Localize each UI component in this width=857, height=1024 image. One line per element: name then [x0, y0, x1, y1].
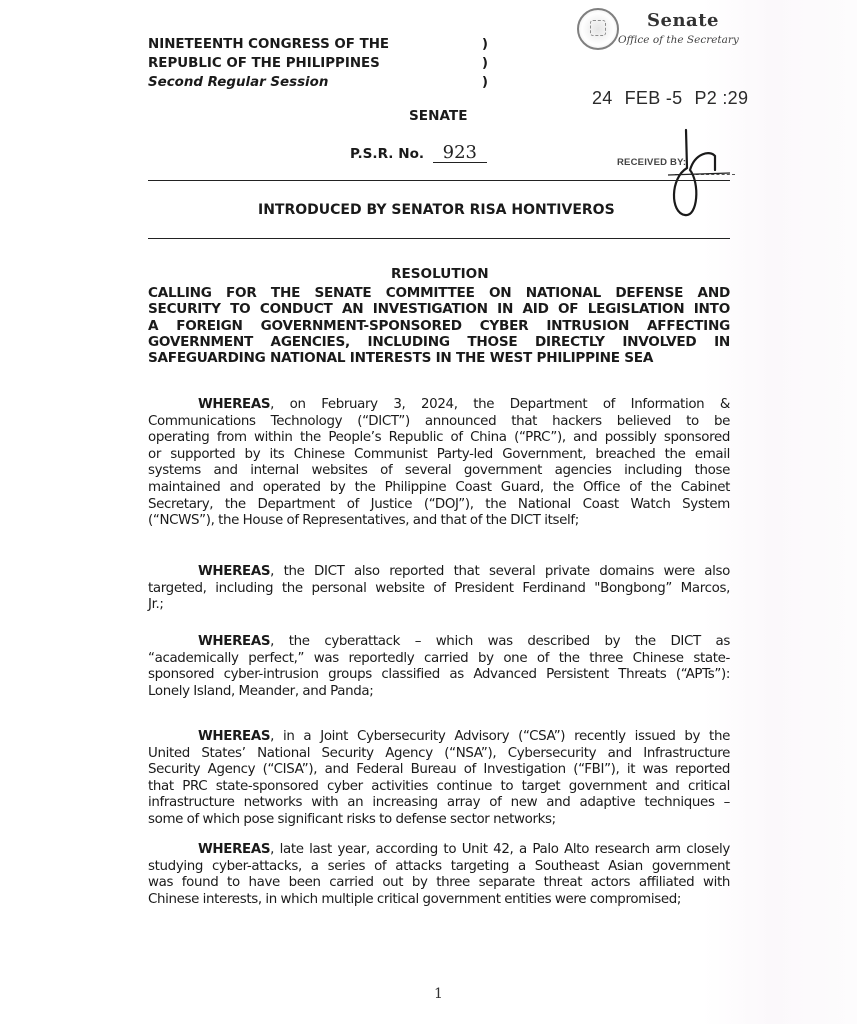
whereas-label: WHEREAS — [198, 564, 271, 579]
clause-line: that PRC state-sponsored cyber activities continue to target government and critical — [148, 778, 730, 794]
clause-line: United States’ National Security Agency (“NSA”), Cybersecurity and Infrastructure — [148, 745, 730, 761]
divider-rule — [148, 180, 730, 181]
senate-seal-icon — [577, 8, 619, 50]
introduced-by: INTRODUCED BY SENATOR RISA HONTIVEROS — [258, 202, 615, 218]
clause-line: Chinese interests, in which multiple critical government entities were compromised; — [148, 891, 682, 907]
stamp-senate-text: Senate — [647, 10, 719, 31]
congress-line — [148, 35, 488, 54]
stamp-date — [592, 88, 760, 109]
whereas-label: WHEREAS — [198, 634, 271, 649]
clause-line: some of which pose significant risks to defense sector networks; — [148, 811, 556, 827]
title-line: A FOREIGN GOVERNMENT-SPONSORED CYBER INTRUSION AFFECTING — [148, 317, 730, 334]
whereas-clause — [148, 729, 730, 829]
whereas-label: WHEREAS — [198, 397, 271, 412]
clause-line: Secretary, the Department of Justice (“DOJ”), the National Coast Watch System — [148, 496, 730, 512]
whereas-label: WHEREAS — [198, 729, 271, 744]
congress-line-text: REPUBLIC OF THE PHILIPPINES — [148, 56, 380, 71]
clause-line: sponsored cyber-intrusion groups classified as Advanced Persistent Threats (“APTs”): — [148, 667, 730, 683]
bracket: ) — [481, 75, 488, 90]
clause-line: targeted, including the personal website of President Ferdinand "Bongbong” Marcos, — [148, 580, 730, 596]
clause-line: or supported by its Chinese Communist Party-led Government, breached the email — [148, 446, 730, 462]
title-line: GOVERNMENT AGENCIES, INCLUDING THOSE DIRECTLY INVOLVED IN — [148, 333, 730, 350]
chamber-heading: SENATE — [409, 108, 468, 124]
clause-line: (“NCWS”), the House of Representatives, and that of the DICT itself; — [148, 513, 579, 529]
clause-line: infrastructure networks with an increasing array of new and adaptive techniques – — [148, 795, 730, 811]
title-line: SECURITY TO CONDUCT AN INVESTIGATION IN AID OF LEGISLATION INTO — [148, 301, 730, 318]
divider-rule — [148, 238, 730, 239]
clause-text: , in a Joint Cybersecurity Advisory (“CSA”) recently issued by the — [270, 729, 730, 744]
bracket: ) — [481, 37, 488, 52]
clause-line: Security Agency (“CISA”), and Federal Bureau of Investigation (“FBI”), it was reported — [148, 762, 730, 778]
senate-stamp — [575, 6, 825, 56]
session-text: Second Regular Session — [148, 75, 329, 90]
clause-line: was found to have been carried out by three separate threat actors affiliated with — [148, 875, 730, 891]
clause-text: , late last year, according to Unit 42, a Palo Alto research arm closely — [270, 842, 730, 857]
clause-line — [148, 397, 730, 414]
page-number: 1 — [434, 986, 443, 1002]
stamp-date-year: 24 — [592, 88, 613, 108]
clause-text: , the DICT also reported that several private domains were also — [270, 564, 730, 579]
clause-line — [148, 564, 730, 581]
clause-line: maintained and operated by the Philippine Coast Guard, the Office of the Cabinet — [148, 479, 730, 495]
stamp-date-day: FEB -5 — [624, 88, 683, 108]
clause-text: , the cyberattack – which was described by the DICT as — [270, 634, 730, 649]
whereas-clause — [148, 842, 730, 908]
clause-line: systems and internal websites of several government agencies including those — [148, 463, 730, 479]
resolution-title — [148, 285, 730, 366]
whereas-clause — [148, 397, 730, 530]
stamp-office-text: Office of the Secretary — [618, 34, 739, 46]
psr-number: 923 — [433, 144, 487, 163]
whereas-label: WHEREAS — [198, 842, 271, 857]
resolution-heading: RESOLUTION — [391, 266, 489, 282]
clause-line: Lonely Island, Meander, and Panda; — [148, 683, 374, 699]
whereas-clause — [148, 634, 730, 700]
congress-header — [148, 35, 488, 92]
whereas-clause — [148, 564, 730, 614]
received-by-label: RECEIVED BY: — [617, 157, 687, 168]
signature-icon — [660, 128, 730, 218]
clause-line: “academically perfect,” was reportedly carried by one of the three Chinese state- — [148, 650, 730, 666]
title-line: CALLING FOR THE SENATE COMMITTEE ON NATIONAL DEFENSE AND — [148, 285, 730, 301]
clause-line — [148, 634, 730, 651]
clause-line: operating from within the People’s Republic of China (“PRC”), and possibly sponsored — [148, 430, 730, 446]
psr-label: P.S.R. No. — [350, 146, 425, 162]
congress-line — [148, 54, 488, 73]
stamp-date-time: P2 :29 — [694, 88, 749, 108]
congress-line-text: NINETEENTH CONGRESS OF THE — [148, 37, 390, 52]
session-line — [148, 73, 488, 92]
clause-line: Communications Technology (“DICT”) announced that hackers believed to be — [148, 413, 730, 429]
clause-line — [148, 729, 730, 746]
clause-line: studying cyber-attacks, a series of attacks targeting a Southeast Asian government — [148, 858, 730, 874]
clause-line — [148, 842, 730, 859]
clause-text: , on February 3, 2024, the Department of Information & — [270, 397, 730, 412]
psr-number-line — [350, 144, 487, 163]
title-line: SAFEGUARDING NATIONAL INTERESTS IN THE WEST PHILIPPINE SEA — [148, 350, 654, 367]
clause-line: Jr.; — [148, 597, 164, 613]
bracket: ) — [481, 56, 488, 71]
